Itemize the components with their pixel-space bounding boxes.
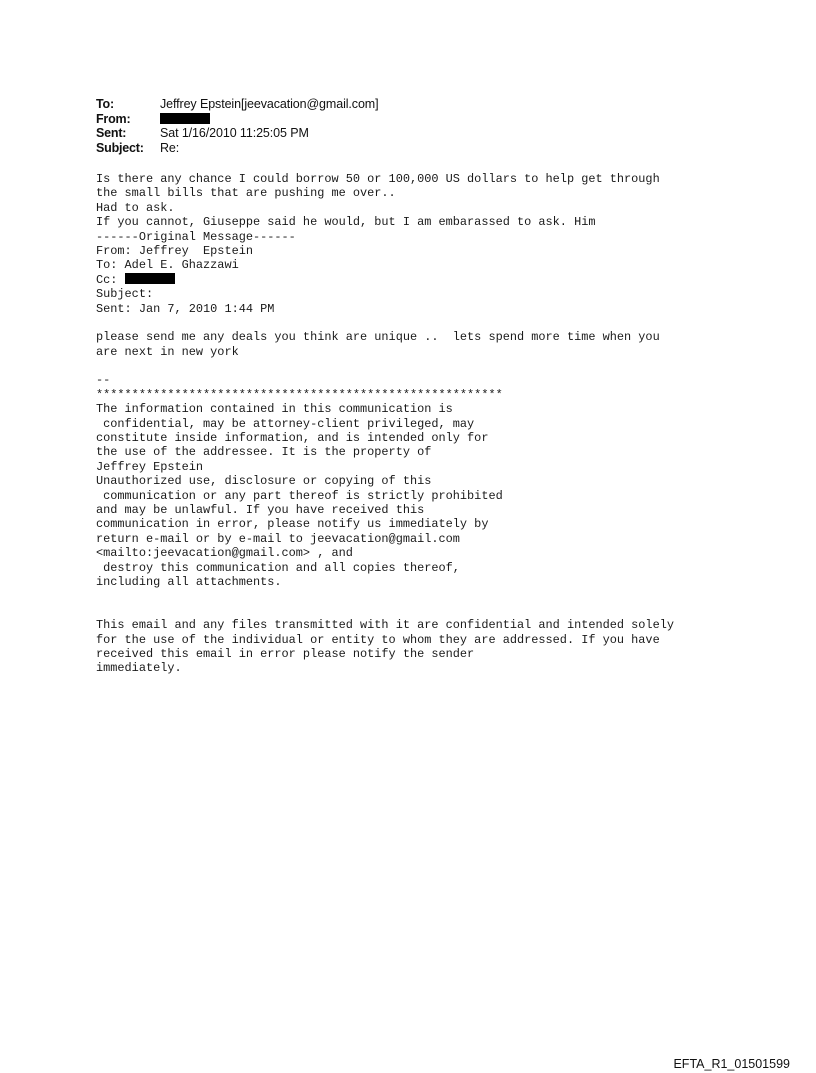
header-from-row xyxy=(96,112,378,127)
spacer xyxy=(96,316,786,330)
spacer xyxy=(96,604,786,618)
signature-line: communication or any part thereof is strictly prohibited xyxy=(96,488,503,503)
original-subject-line: Subject: xyxy=(96,287,154,302)
cc-redaction-box xyxy=(125,273,175,284)
disclaimer-line: for the use of the individual or entity to whom they are addressed. If you have xyxy=(96,632,660,647)
signature-line: <mailto:jeevacation@gmail.com> , and xyxy=(96,546,353,561)
original-cc-label: Cc: xyxy=(96,272,118,287)
original-body-line: please send me any deals you think are unique .. lets spend more time when you xyxy=(96,330,660,345)
sent-label: Sent: xyxy=(96,126,127,140)
signature-line: communication in error, please notify us immediately by xyxy=(96,517,489,532)
signature-dash: -- xyxy=(96,373,111,388)
signature-stars: ********************************************************* xyxy=(96,387,503,402)
original-from-line: From: Jeffrey Epstein xyxy=(96,243,253,258)
message-line: Had to ask. xyxy=(96,200,175,215)
original-cc-line xyxy=(96,273,786,287)
message-line: Is there any chance I could borrow 50 or 100,000 US dollars to help get through xyxy=(96,172,660,186)
disclaimer-line: immediately. xyxy=(96,661,182,676)
original-to-line: To: Adel E. Ghazzawi xyxy=(96,258,239,273)
from-label: From: xyxy=(96,111,131,126)
email-body xyxy=(96,172,786,676)
original-sent-line: Sent: Jan 7, 2010 1:44 PM xyxy=(96,301,275,316)
disclaimer-line: received this email in error please notify the sender xyxy=(96,646,475,661)
signature-line: destroy this communication and all copies thereof, xyxy=(96,560,460,575)
original-message-separator: ------Original Message------ xyxy=(96,229,296,244)
signature-line: and may be unlawful. If you have received this xyxy=(96,502,425,517)
signature-line: The information contained in this communication is xyxy=(96,402,453,417)
signature-line: constitute inside information, and is intended only for xyxy=(96,431,489,446)
signature-line: the use of the addressee. It is the property of xyxy=(96,445,432,460)
header-to-row xyxy=(96,97,378,112)
header-subject-row xyxy=(96,141,378,156)
spacer xyxy=(96,359,786,373)
original-body-line: are next in new york xyxy=(96,344,239,359)
to-label: To: xyxy=(96,97,114,111)
message-line: If you cannot, Giuseppe said he would, but I am embarassed to ask. Him xyxy=(96,215,596,230)
from-redaction-box xyxy=(160,113,210,124)
signature-line: confidential, may be attorney-client privileged, may xyxy=(96,416,475,431)
header-sent-row xyxy=(96,126,378,141)
sent-value: Sat 1/16/2010 11:25:05 PM xyxy=(160,126,309,140)
signature-line: Jeffrey Epstein xyxy=(96,459,204,474)
signature-line: return e-mail or by e-mail to jeevacation@gmail.com xyxy=(96,531,460,546)
signature-line: including all attachments. xyxy=(96,574,282,589)
document-id: EFTA_R1_01501599 xyxy=(673,1057,790,1071)
to-value: Jeffrey Epstein[jeevacation@gmail.com] xyxy=(160,97,379,111)
subject-label: Subject: xyxy=(96,140,144,155)
email-header xyxy=(96,97,378,155)
disclaimer-line: This email and any files transmitted with it are confidential and intended solely xyxy=(96,618,674,633)
message-line: the small bills that are pushing me over.. xyxy=(96,186,396,201)
signature-line: Unauthorized use, disclosure or copying of this xyxy=(96,474,432,489)
spacer xyxy=(96,589,786,603)
subject-value: Re: xyxy=(160,140,180,155)
